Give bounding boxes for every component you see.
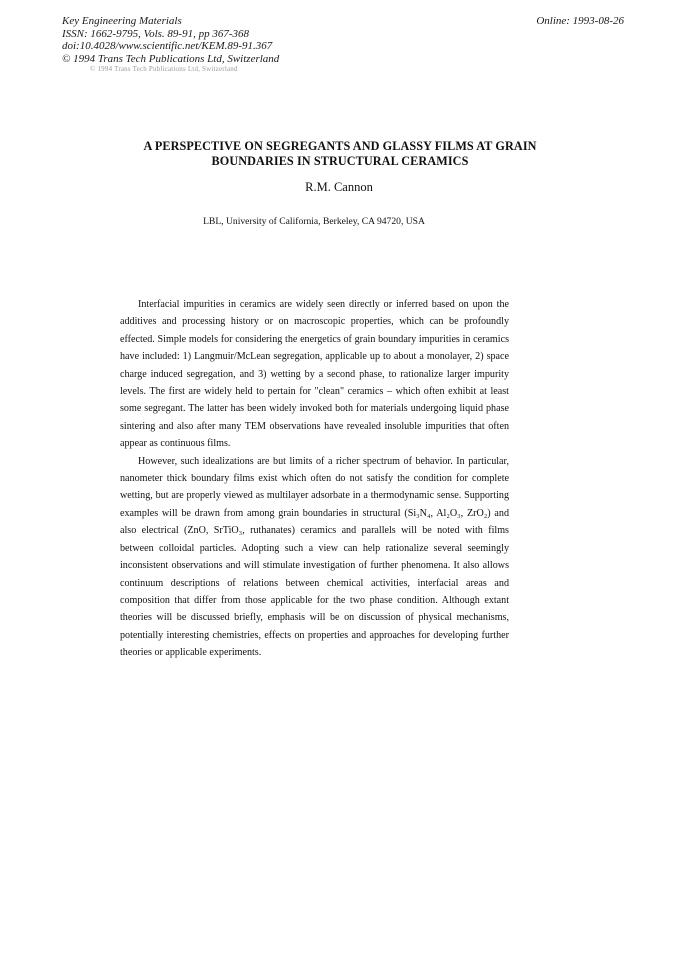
journal-name: Key Engineering Materials — [62, 15, 182, 27]
paragraph-2-text-part-1: However, such idealizations are but limits of a richer spectrum of behavior. In particular, nanometer thick boundary films exist which often do not satisfy the condition for complete wetting, but are properly viewed as multilayer adsorbate in a thermodynamic sense. Supporting examples will be drawn from among grain boundaries in structural ( — [120, 455, 509, 519]
formula-al2o3: Al₂O₃ — [436, 507, 461, 519]
abstract-paragraph-2 — [120, 453, 509, 662]
formula-zno: ZnO — [187, 525, 206, 537]
formula-zro2: ZrO₂ — [466, 507, 488, 519]
online-date: Online: 1993-08-26 — [536, 15, 624, 27]
formula-srtio3: SrTiO₃ — [213, 525, 243, 537]
title-line-2: BOUNDARIES IN STRUCTURAL CERAMICS — [211, 154, 469, 168]
paragraph-2-text-part-2: ) and also electrical ( — [120, 507, 510, 537]
paragraph-2-text-part-3: , ruthanates) ceramics and parallels will be noted with films between colloidal particles. Adopting such a view can help rationalize several seemingly inconsistent observations and will stimulate investigation of further phenomena. It also allows continuum descriptions of relations between chemical activities, interfacial areas and composition that differ from those applicable for the two phase condition. Although extant theories will be discussed briefly, emphasis will be on discussion of physical mechanisms, potentially interesting chemistries, effects on properties and approaches for developing further theories or applicable experiments. — [120, 525, 509, 659]
title-line-1: A PERSPECTIVE ON SEGREGANTS AND GLASSY FILMS AT GRAIN — [143, 139, 537, 153]
issn-line: ISSN: 1662-9795, Vols. 89-91, pp 367-368 — [62, 27, 249, 40]
copyright-line: © 1994 Trans Tech Publications Ltd, Switzerland — [62, 52, 280, 65]
formula-si3n4: Si₃N₄ — [407, 507, 431, 519]
faded-bleedthrough-text — [90, 66, 265, 72]
abstract-paragraph-1: Interfacial impurities in ceramics are widely seen directly or inferred based on upon the additives and processing history or on macroscopic properties, which can be profoundly effected. Simple models for considering the energetics of grain boundary impurities in ceramics have included: 1) Langmuir/McLean segregation, applicable up to about a monolayer, 2) space charge induced segregation, and 3) wetting by a second phase, to rationalize larger impurity levels. The first are widely held to pertain for "clean" ceramics – which often exhibit at least some segregant. The latter has been widely invoked both for materials undergoing liquid phase sintering and also after many TEM observations have revealed insoluble impurities that often appear as continuous films. — [120, 299, 509, 450]
author-name: R.M. Cannon — [305, 180, 373, 194]
faded-copyright-line: © 1994 Trans Tech Publications Ltd, Switzerland — [90, 66, 238, 72]
paper-title — [100, 139, 580, 169]
doi-line: doi:10.4028/www.scientific.net/KEM.89-91.367 — [62, 40, 273, 52]
abstract-body — [120, 296, 509, 662]
author-affiliation: LBL, University of California, Berkeley, CA 94720, USA — [203, 216, 425, 227]
formula-separator: , — [460, 507, 467, 519]
formula-separator: , — [205, 525, 214, 537]
formula-separator: , — [430, 507, 437, 519]
journal-header — [62, 15, 279, 65]
